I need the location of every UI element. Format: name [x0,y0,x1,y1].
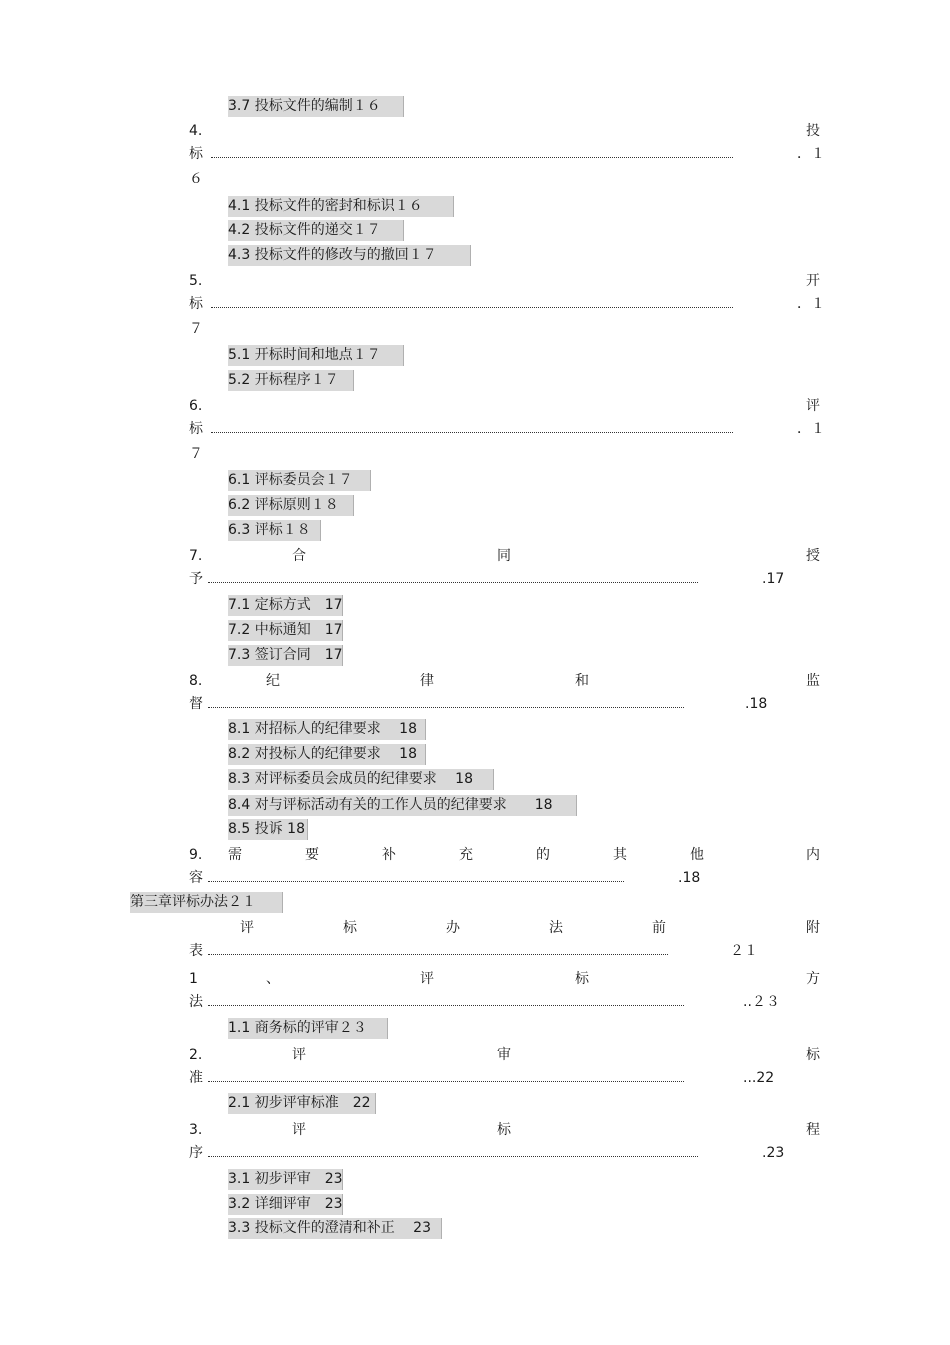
toc-entry-number: 9. [189,847,203,863]
toc-entry-title-char: 评 [420,971,434,987]
toc-entry-title-char: 和 [575,673,589,689]
toc-entry-number: 4. [189,123,203,139]
toc-page-number-cont: ６ [189,171,203,187]
toc-sub-entry[interactable]: 3.3 投标文件的澄清和补正 23 [228,1218,442,1239]
toc-entry-number: 3. [189,1122,203,1138]
toc-sub-entry[interactable]: 7.2 中标通知 17 [228,620,343,641]
toc-entry-title-char: 合 [292,548,306,564]
toc-entry-title-char: 评 [292,1122,306,1138]
toc-entry-title-last: 容 [189,870,203,886]
toc-sub-entry[interactable]: 6.1 评标委员会１７ [228,470,371,491]
toc-sub-entry[interactable]: 6.2 评标原则１８ [228,495,354,516]
toc-entry-title-char: 评 [292,1047,306,1063]
toc-entry-title-char: 纪 [266,673,280,689]
toc-entry-title-last: 法 [189,994,203,1010]
toc-entry-number: 6. [189,398,203,414]
toc-entry-title-char: 附 [806,920,820,936]
toc-sub-entry[interactable]: 5.1 开标时间和地点１７ [228,345,404,366]
toc-sub-entry[interactable]: 1.1 商务标的评审２３ [228,1018,388,1039]
toc-entry-title-char: 律 [420,673,434,689]
toc-entry-number: 1 [189,971,198,987]
toc-page-number-cont: ７ [189,321,203,337]
toc-leader-dots [211,156,733,158]
toc-entry-title-last: 标 [189,421,203,437]
toc-page-number: ...22 [743,1070,775,1086]
toc-sub-entry[interactable]: 8.4 对与评标活动有关的工作人员的纪律要求 18 [228,795,577,816]
toc-entry-title-char: 法 [549,920,563,936]
toc-entry-title-first: 投 [806,123,820,139]
toc-leader-dots [208,880,624,882]
toc-sub-entry[interactable]: 6.3 评标１８ [228,520,321,541]
toc-entry-title-char: 需 [228,847,242,863]
toc-entry-title-last: 准 [189,1070,203,1086]
toc-leader-dots [208,1155,698,1157]
toc-entry-title-last: 标 [189,296,203,312]
toc-leader-dots [208,1080,684,1082]
toc-entry-title-first: 评 [806,398,820,414]
toc-page-number: ..２３ [743,994,780,1010]
toc-entry-title-char: 监 [806,673,820,689]
toc-entry-title-char: 的 [536,847,550,863]
toc-entry-title-char: 办 [446,920,460,936]
toc-sub-entry[interactable]: 4.3 投标文件的修改与的撤回１７ [228,245,471,266]
toc-entry-title-char: 评 [240,920,254,936]
toc-entry-title-first: 开 [806,273,820,289]
toc-page-number: .17 [762,571,785,587]
toc-entry-title-last: 标 [189,146,203,162]
toc-sub-entry[interactable]: 5.2 开标程序１７ [228,370,354,391]
toc-chapter-heading[interactable]: 第三章评标办法２１ [130,892,283,913]
toc-entry-number: 7. [189,548,203,564]
toc-page-number: .18 [678,870,701,886]
toc-sub-entry[interactable]: 8.3 对评标委员会成员的纪律要求 18 [228,769,494,790]
toc-entry-title-char: 标 [497,1122,511,1138]
toc-entry-number: 5. [189,273,203,289]
toc-leader-dots [211,306,733,308]
toc-entry-number: 2. [189,1047,203,1063]
toc-entry-title-last: 表 [189,943,203,959]
toc-sub-entry[interactable]: 4.1 投标文件的密封和标识１６ [228,196,454,217]
toc-entry-title-char: 充 [459,847,473,863]
toc-entry-title-char: 、 [266,971,280,987]
toc-entry-title-char: 他 [690,847,704,863]
toc-sub-entry[interactable]: 3.7 投标文件的编制１６ [228,96,404,117]
toc-entry-title-char: 要 [305,847,319,863]
toc-page-number: ２１ [730,943,758,959]
toc-sub-entry[interactable]: 2.1 初步评审标准 22 [228,1093,376,1114]
toc-leader-dots [211,431,733,433]
toc-entry-title-char: 其 [613,847,627,863]
toc-sub-entry[interactable]: 3.2 详细评审 23 [228,1194,343,1215]
toc-entry-title-char: 补 [382,847,396,863]
toc-sub-entry[interactable]: 7.1 定标方式 17 [228,595,343,616]
toc-page-number-cont: ７ [189,446,203,462]
toc-sub-entry[interactable]: 7.3 签订合同 17 [228,645,343,666]
toc-sub-entry[interactable]: 3.1 初步评审 23 [228,1169,343,1190]
toc-sub-entry[interactable]: 4.2 投标文件的递交１７ [228,220,404,241]
toc-leader-dots [208,581,698,583]
toc-leader-dots [208,953,668,955]
toc-entry-title-char: 标 [343,920,357,936]
toc-sub-entry[interactable]: 8.5 投诉 18 [228,819,308,840]
toc-sub-entry[interactable]: 8.2 对投标人的纪律要求 18 [228,744,426,765]
toc-page-number: .18 [745,696,768,712]
toc-entry-number: 8. [189,673,203,689]
toc-entry-title-char: 前 [652,920,666,936]
toc-page-number: ．１ [797,296,825,312]
toc-entry-title-char: 同 [497,548,511,564]
toc-entry-title-char: 程 [806,1122,820,1138]
toc-entry-title-last: 予 [189,571,203,587]
toc-entry-title-char: 方 [806,971,820,987]
toc-leader-dots [208,1004,684,1006]
toc-page-number: ．１ [797,146,825,162]
toc-entry-title-char: 标 [806,1047,820,1063]
toc-entry-title-char: 标 [575,971,589,987]
toc-page-number: .23 [762,1145,785,1161]
toc-entry-title-last: 督 [189,696,203,712]
toc-page-number: ．１ [797,421,825,437]
toc-entry-title-char: 授 [806,548,820,564]
toc-entry-title-last: 序 [189,1145,203,1161]
toc-entry-title-char: 内 [806,847,820,863]
toc-leader-dots [208,706,684,708]
toc-entry-title-char: 审 [497,1047,511,1063]
toc-sub-entry[interactable]: 8.1 对招标人的纪律要求 18 [228,719,426,740]
